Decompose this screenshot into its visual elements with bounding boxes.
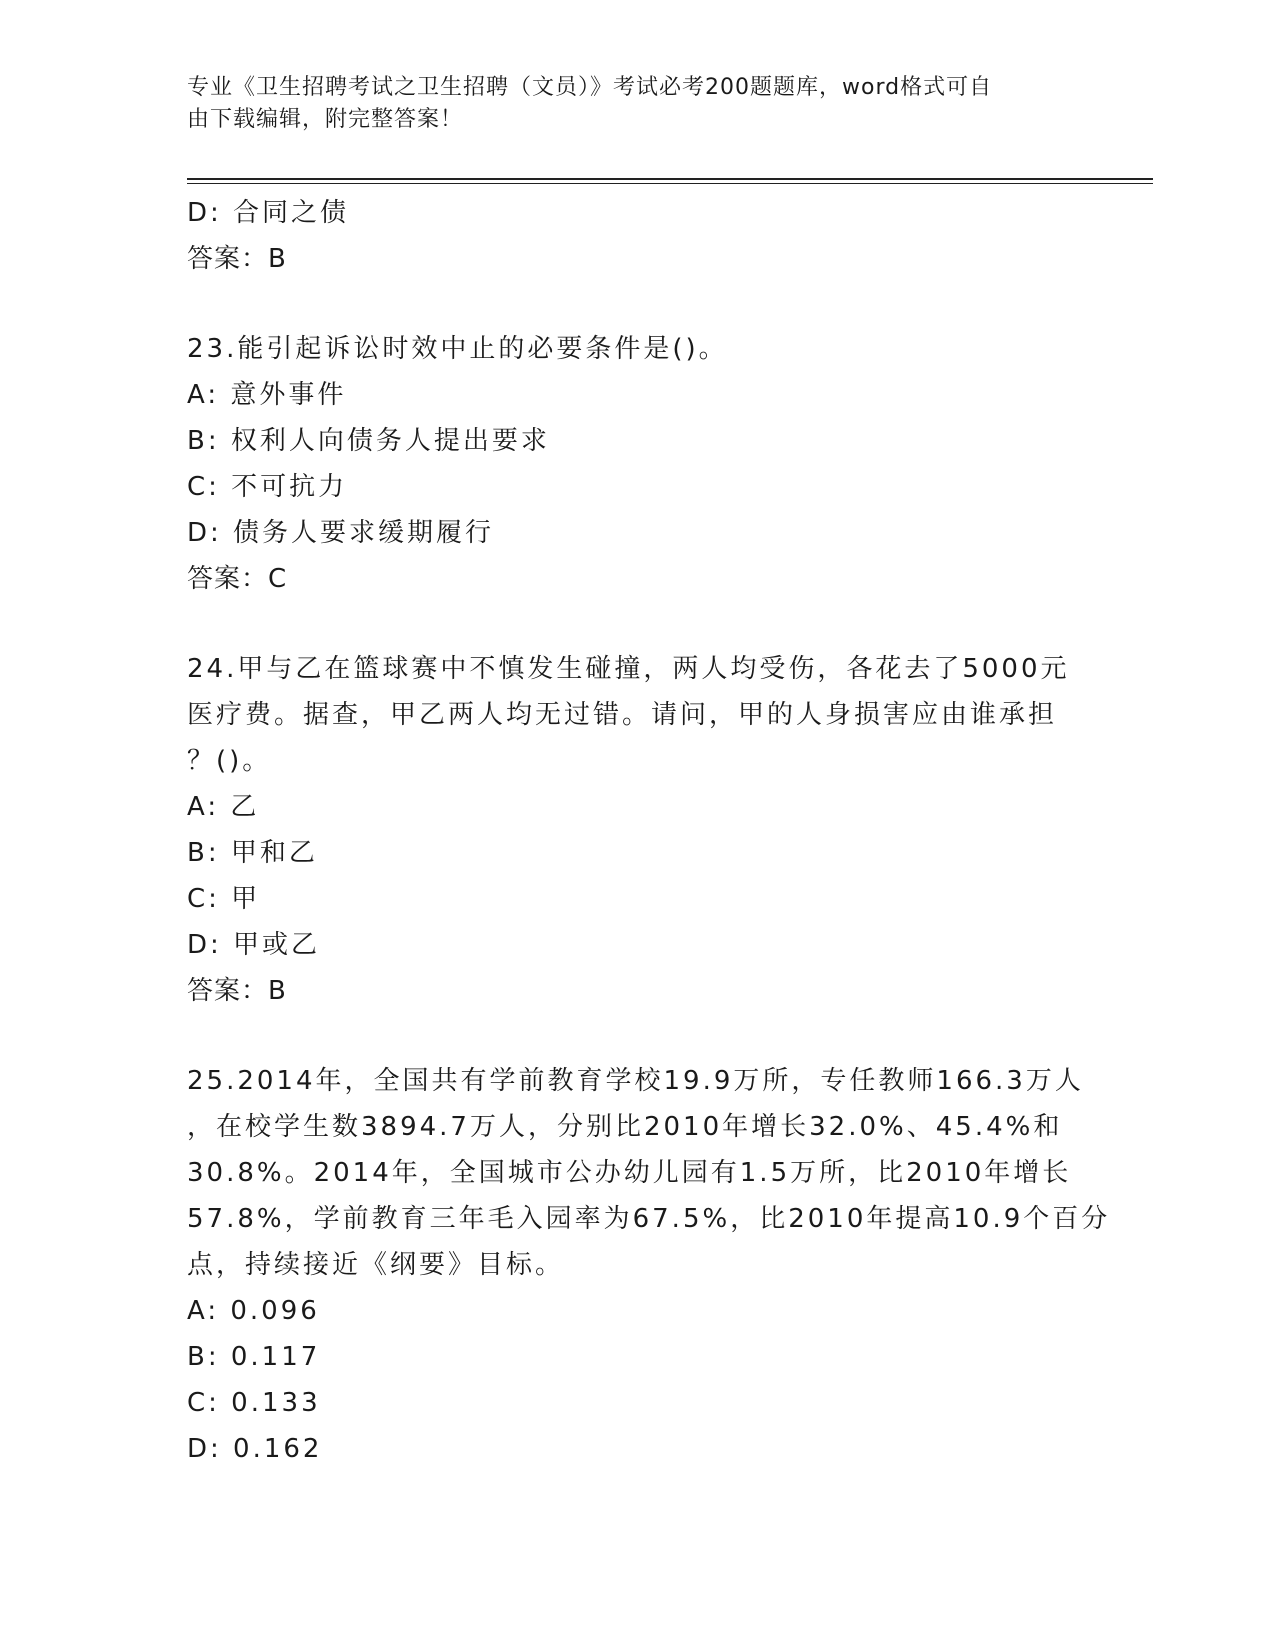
header-divider-thick (187, 178, 1153, 180)
question-25 (187, 1058, 1111, 1472)
option-a: A: 意外事件 (187, 380, 347, 410)
header-line-1: 专业《卫生招聘考试之卫生招聘（文员）》考试必考200题题库，word格式可自 (187, 75, 993, 100)
question-text: 57.8%，学前教育三年毛入园率为67.5%，比2010年提高10.9个百分 (187, 1204, 1111, 1234)
header-line-2: 由下载编辑，附完整答案！ (187, 107, 464, 132)
question-text: ？()。 (187, 746, 272, 776)
question-text: 24.甲与乙在篮球赛中不慎发生碰撞，两人均受伤，各花去了5000元 (187, 654, 1070, 684)
question-23 (187, 326, 1067, 602)
option-c: C: 不可抗力 (187, 472, 348, 502)
spacer (187, 602, 1067, 646)
spacer (187, 282, 1067, 326)
answer-line: 答案：B (187, 244, 287, 274)
question-text: 医疗费。据查，甲乙两人均无过错。请问，甲的人身损害应由谁承担 (187, 700, 1058, 730)
option-d: D: 合同之债 (187, 198, 350, 228)
option-b: B: 0.117 (187, 1342, 321, 1372)
question-text: 点，持续接近《纲要》目标。 (187, 1250, 565, 1280)
question-24 (187, 646, 1070, 1014)
document-header (187, 72, 1057, 136)
question-content (187, 190, 1111, 1472)
option-c: C: 0.133 (187, 1388, 321, 1418)
question-text: 25.2014年，全国共有学前教育学校19.9万所，专任教师166.3万人 (187, 1066, 1084, 1096)
option-c: C: 甲 (187, 884, 261, 914)
option-d: D: 0.162 (187, 1434, 323, 1464)
question-text: ，在校学生数3894.7万人，分别比2010年增长32.0%、45.4%和 (187, 1112, 1063, 1142)
option-a: A: 乙 (187, 792, 260, 822)
question-text: 30.8%。2014年，全国城市公办幼儿园有1.5万所，比2010年增长 (187, 1158, 1072, 1188)
option-d: D: 债务人要求缓期履行 (187, 518, 495, 548)
header-divider-thin (187, 183, 1153, 184)
option-a: A: 0.096 (187, 1296, 320, 1326)
option-b: B: 甲和乙 (187, 838, 318, 868)
option-d: D: 甲或乙 (187, 930, 321, 960)
answer-line: 答案：B (187, 976, 287, 1006)
option-b: B: 权利人向债务人提出要求 (187, 426, 550, 456)
question-text: 23.能引起诉讼时效中止的必要条件是()。 (187, 334, 728, 364)
answer-line: 答案：C (187, 564, 288, 594)
spacer (187, 1014, 1067, 1058)
